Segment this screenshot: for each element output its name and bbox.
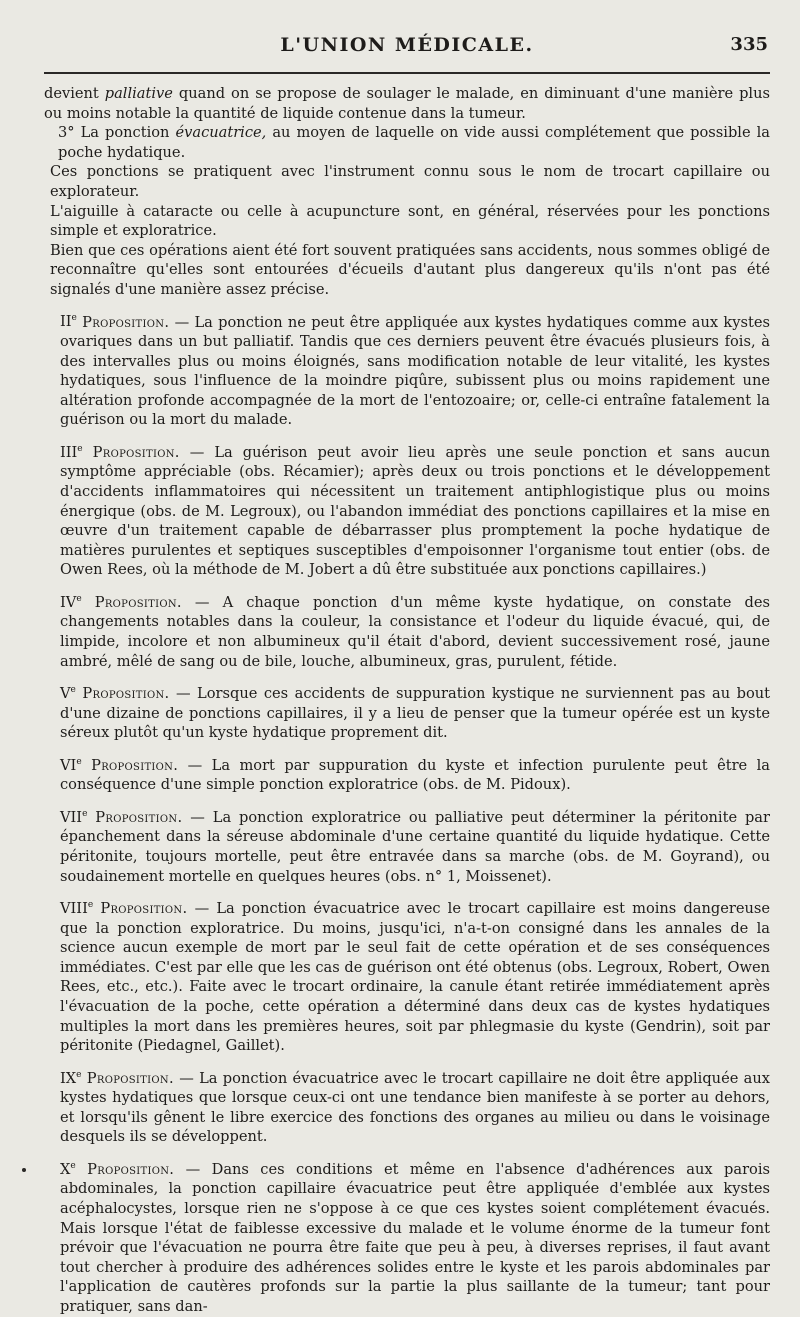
- header-rule: [44, 72, 770, 74]
- proposition-label: Proposition.: [82, 313, 170, 331]
- page-number: 335: [730, 34, 768, 55]
- proposition-5: Ve Proposition. — Lorsque ces accidents de suppuration kystique ne surviennent pas au bout d'une dizaine de ponctions capillaires, il y a lieu de penser que la tumeur opérée est un kyste séreux plutôt qu'un kyste hydatique proprement dit.: [60, 685, 771, 742]
- proposition-6: VIe Proposition. — La mort par suppuration du kyste et infection purulente peut être la conséquence d'une simple ponction exploratrice (obs. de M. Pidoux).: [60, 756, 770, 794]
- paragraph-aiguille: L'aiguille à cataracte ou celle à acupuncture sont, en général, réservées pour les ponctions simple et exploratrice.: [50, 202, 770, 240]
- proposition-ordinal: IXe: [60, 1069, 82, 1087]
- proposition-label: Proposition.: [92, 443, 180, 461]
- proposition-ordinal: VIIe: [60, 808, 88, 826]
- proposition-ordinal: IIIe: [60, 443, 83, 461]
- proposition-ordinal: VIe: [60, 756, 82, 774]
- paragraph-instrument: Ces ponctions se pratiquent avec l'instrument connu sous le nom de trocart capillaire ou explorateur.: [50, 163, 770, 200]
- paragraph-evacuatrice: 3° La ponction évacuatrice, au moyen de laquelle on vide aussi complétement que possible la poche hydatique.: [58, 124, 770, 161]
- proposition-10: Xe Proposition. — Dans ces conditions et même en l'absence d'adhérences aux parois abdominales, la ponction capillaire évacuatrice peut être appliquée d'emblée aux kystes acéphalocystes, lorsque rien ne s'oppose à ce que ces kystes soient complétement évacués. Mais lorsque l'état de faiblesse excessive du malade et le volume énorme de la tumeur font prévoir que l'évacuation ne pourra être faite que peu à peu, à diverses reprises, il faut avant tout chercher à produire des adhérences solides entre le kyste et les parois abdominales par l'application de cautères profonds sur la partie la plus saillante de la tumeur; tant pour pratiquer, sans dan-: [60, 1160, 770, 1315]
- proposition-7: VIIe Proposition. — La ponction exploratrice ou palliative peut déterminer la péritonite par épanchement dans la séreuse abdominale d'une certaine quantité du liquide hydatique. Cette péritonite, toujours mortelle, peut être entravée dans sa marche (obs. de M. Goyrand), ou soudainement mortelle en quelques heures (obs. n° 1, Moissenet).: [60, 808, 770, 885]
- paragraph-palliative: devient palliative quand on se propose de soulager le malade, en diminuant d'une manière plus ou moins notable la quantité de liquide contenue dans la tumeur.: [44, 85, 770, 122]
- proposition-ordinal: IVe: [60, 593, 82, 611]
- proposition-9: IXe Proposition. — La ponction évacuatrice avec le trocart capillaire ne doit être appliquée aux kystes hydatiques que lorsque ceux-ci ont une tendance bien manifeste à se porter au dehors, et lorsqu'ils gênent le libre exercice des fonctions des organes au milieu ou dans le voisinage desquels ils se développent.: [60, 1069, 770, 1146]
- proposition-label: Proposition.: [95, 808, 183, 826]
- proposition-ordinal: VIIIe: [60, 899, 94, 917]
- proposition-ordinal: Xe: [60, 1160, 76, 1178]
- proposition-8: VIIIe Proposition. — La ponction évacuatrice avec le trocart capillaire est moins dangereuse que la ponction exploratrice. Du moins, jusqu'ici, n'a-t-on consigné dans les annales de la science aucun exemple de mort par le seul fait de cette opération et de ses conséquences immédiates. C'est par elle que les cas de guérison ont été obtenus (obs. Legroux, Robert, Owen Rees, etc., etc.). Faite avec le trocart ordinaire, la canule étant retirée immédiatement après l'évacuation de la poche, cette opération a déterminé dans deux cas de kystes hydatiques multiples la mort dans les premières heures, soit par phlegmasie du kyste (Gendrin), soit par péritonite (Piedagnel, Gaillet).: [60, 899, 770, 1055]
- running-header: [44, 34, 770, 68]
- paragraph-ecueils: Bien que ces opérations aient été fort souvent pratiquées sans accidents, nous sommes obligé de reconnaître qu'elles sont entourées d'écueils d'autant plus dangereux qu'ils n'ont pas été signalés d'une manière assez précise.: [50, 241, 770, 298]
- proposition-ordinal: Ve: [60, 685, 76, 703]
- proposition-3: IIIe Proposition. — La guérison peut avoir lieu après une seule ponction et sans aucun symptôme appréciable (obs. Récamier); après deux ou trois ponctions et le développement d'accidents inflammatoires qui nécessitent un traitement antiphlogistique plus ou moins énergique (obs. de M. Legroux), ou l'abandon immédiat des ponctions capillaires et la mise en œuvre d'un traitement capable de débarrasser plus promptement la poche hydatique de matières purulentes et septiques susceptibles d'empoisonner l'organisme tout entier (obs. de Owen Rees, où la méthode de M. Jobert a dû être substituée aux ponctions capillaires.): [60, 443, 771, 579]
- proposition-label: Proposition.: [91, 756, 179, 774]
- journal-title: L'UNION MÉDICALE.: [280, 34, 534, 56]
- proposition-2: IIe Proposition. — La ponction ne peut être appliquée aux kystes hydatiques comme aux kystes ovariques dans un but palliatif. Tandis que ces derniers peuvent être évacués plusieurs fois, à des intervalles plus ou moins éloignés, sans modification notable de leur vitalité, les kystes hydatiques, sous l'influence de la moindre piqûre, subissent plus ou moins rapidement une altération profonde accompagnée de la mort de l'entozoaire; or, celle-ci entraîne fatalement la guérison ou la mort du malade.: [60, 313, 770, 429]
- proposition-4: IVe Proposition. — A chaque ponction d'un même kyste hydatique, on constate des changements notables dans la couleur, la consistance et l'odeur du liquide évacué, qui, de limpide, incolore et non albumineux qu'il était d'abord, devient successivement rosé, jaune ambré, mêlé de sang ou de bile, louche, albumineux, gras, purulent, fétide.: [60, 593, 770, 670]
- proposition-label: Proposition.: [86, 1069, 174, 1087]
- proposition-label: Proposition.: [94, 593, 182, 611]
- proposition-label: Proposition.: [87, 1160, 175, 1178]
- margin-dot-mark: [22, 1168, 26, 1172]
- proposition-ordinal: IIe: [60, 313, 77, 331]
- proposition-label: Proposition.: [100, 899, 188, 917]
- article-body: [44, 84, 770, 1317]
- proposition-label: Proposition.: [82, 685, 170, 703]
